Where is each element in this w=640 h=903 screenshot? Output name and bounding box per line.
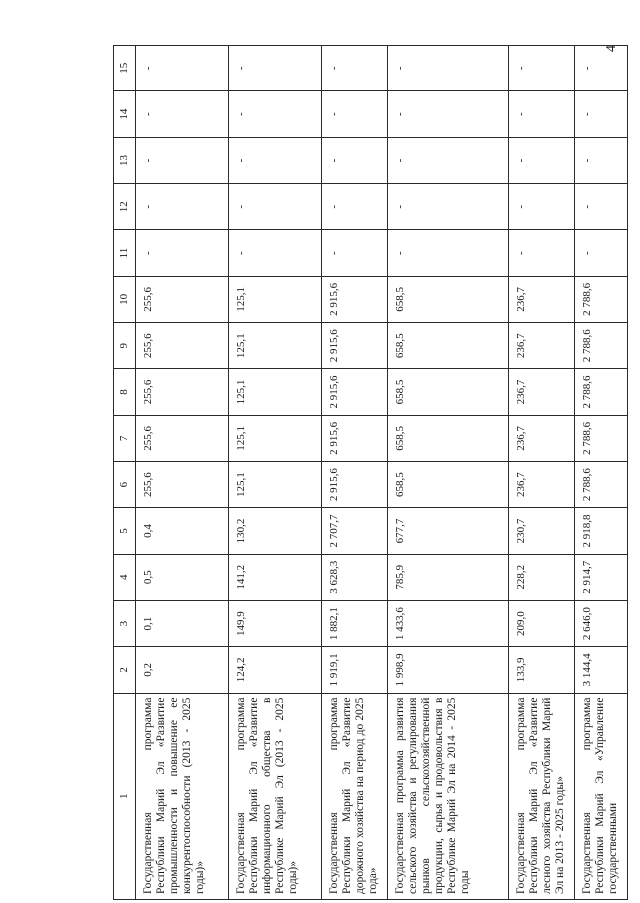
value-cell: - bbox=[229, 184, 322, 230]
value-cell: 133,9 bbox=[509, 647, 575, 693]
value-cell: 255,6 bbox=[136, 462, 229, 508]
value-cell: 2 918,8 bbox=[575, 508, 628, 554]
column-header: 7 bbox=[114, 415, 136, 461]
value-cell: - bbox=[322, 91, 388, 137]
value-cell: 255,6 bbox=[136, 276, 229, 322]
column-header: 11 bbox=[114, 230, 136, 276]
value-cell: 658,5 bbox=[388, 415, 509, 461]
value-cell: 0,1 bbox=[136, 600, 229, 646]
value-cell: - bbox=[575, 137, 628, 183]
program-name-cell: Государственная программа Республики Марий Эл «Развитие дорожного хозяйства на период до 2025 года» bbox=[322, 693, 388, 899]
value-cell: - bbox=[388, 91, 509, 137]
value-cell: 255,6 bbox=[136, 369, 229, 415]
value-cell: - bbox=[388, 46, 509, 92]
program-name-cell: Государственная программа Республики Марий Эл «Развитие информационного общества в Республике Марий Эл (2013 - 2025 годы)» bbox=[229, 693, 322, 899]
value-cell: 0,2 bbox=[136, 647, 229, 693]
value-cell: 125,1 bbox=[229, 323, 322, 369]
page-number: 4 bbox=[604, 45, 619, 52]
table-row bbox=[322, 46, 388, 900]
value-cell: - bbox=[136, 230, 229, 276]
value-cell: - bbox=[322, 137, 388, 183]
program-name-cell: Государственная программа Республики Марий Эл «Развитие промышленности и повышение ее конкурентоспособности (2013 - 2025 годы)» bbox=[136, 693, 229, 899]
value-cell: 658,5 bbox=[388, 276, 509, 322]
value-cell: - bbox=[575, 46, 628, 92]
value-cell: 236,7 bbox=[509, 369, 575, 415]
column-header: 9 bbox=[114, 323, 136, 369]
value-cell: - bbox=[136, 184, 229, 230]
value-cell: 2 915,6 bbox=[322, 415, 388, 461]
value-cell: 236,7 bbox=[509, 323, 575, 369]
column-header: 2 bbox=[114, 647, 136, 693]
value-cell: 255,6 bbox=[136, 415, 229, 461]
table-row bbox=[136, 46, 229, 900]
value-cell: 2 915,6 bbox=[322, 369, 388, 415]
value-cell: 2 707,7 bbox=[322, 508, 388, 554]
column-header: 14 bbox=[114, 91, 136, 137]
column-header: 15 bbox=[114, 46, 136, 92]
header-row bbox=[114, 46, 136, 900]
value-cell: - bbox=[229, 230, 322, 276]
column-header: 4 bbox=[114, 554, 136, 600]
column-header: 5 bbox=[114, 508, 136, 554]
program-funding-table bbox=[113, 45, 628, 900]
value-cell: 255,6 bbox=[136, 323, 229, 369]
value-cell: 2 788,6 bbox=[575, 415, 628, 461]
value-cell: - bbox=[509, 137, 575, 183]
value-cell: 3 628,3 bbox=[322, 554, 388, 600]
value-cell: - bbox=[388, 137, 509, 183]
value-cell: - bbox=[388, 184, 509, 230]
value-cell: 2 788,6 bbox=[575, 369, 628, 415]
value-cell: 0,4 bbox=[136, 508, 229, 554]
value-cell: 125,1 bbox=[229, 415, 322, 461]
value-cell: 2 914,7 bbox=[575, 554, 628, 600]
value-cell: - bbox=[388, 230, 509, 276]
value-cell: - bbox=[229, 91, 322, 137]
value-cell: - bbox=[509, 230, 575, 276]
table-row bbox=[229, 46, 322, 900]
value-cell: 209,0 bbox=[509, 600, 575, 646]
value-cell: - bbox=[322, 184, 388, 230]
value-cell: 2 646,0 bbox=[575, 600, 628, 646]
value-cell: - bbox=[509, 46, 575, 92]
value-cell: - bbox=[575, 91, 628, 137]
column-header: 6 bbox=[114, 462, 136, 508]
value-cell: - bbox=[136, 46, 229, 92]
value-cell: 2 788,6 bbox=[575, 276, 628, 322]
value-cell: 236,7 bbox=[509, 276, 575, 322]
table-row bbox=[509, 46, 575, 900]
value-cell: 236,7 bbox=[509, 415, 575, 461]
value-cell: 2 915,6 bbox=[322, 323, 388, 369]
value-cell: 141,2 bbox=[229, 554, 322, 600]
table-row bbox=[388, 46, 509, 900]
value-cell: 1 882,1 bbox=[322, 600, 388, 646]
value-cell: - bbox=[575, 230, 628, 276]
value-cell: 236,7 bbox=[509, 462, 575, 508]
value-cell: 1 998,9 bbox=[388, 647, 509, 693]
value-cell: 785,9 bbox=[388, 554, 509, 600]
value-cell: - bbox=[509, 91, 575, 137]
program-name-cell: Государственная программа развития сельского хозяйства и регулирования рынков сельскохозяйственной продукции, сырья и продовольствия в Республике Марий Эл на 2014 - 2025 годы bbox=[388, 693, 509, 899]
value-cell: 125,1 bbox=[229, 462, 322, 508]
value-cell: - bbox=[229, 137, 322, 183]
value-cell: 124,2 bbox=[229, 647, 322, 693]
rotated-table-sheet bbox=[113, 45, 619, 900]
value-cell: 1 433,6 bbox=[388, 600, 509, 646]
column-header: 3 bbox=[114, 600, 136, 646]
value-cell: - bbox=[229, 46, 322, 92]
value-cell: 0,5 bbox=[136, 554, 229, 600]
value-cell: - bbox=[575, 184, 628, 230]
value-cell: - bbox=[136, 137, 229, 183]
value-cell: 125,1 bbox=[229, 369, 322, 415]
value-cell: 2 788,6 bbox=[575, 462, 628, 508]
value-cell: 658,5 bbox=[388, 323, 509, 369]
value-cell: 230,7 bbox=[509, 508, 575, 554]
value-cell: - bbox=[136, 91, 229, 137]
column-header: 12 bbox=[114, 184, 136, 230]
column-header: 10 bbox=[114, 276, 136, 322]
value-cell: 658,5 bbox=[388, 462, 509, 508]
value-cell: 3 144,4 bbox=[575, 647, 628, 693]
value-cell: 149,9 bbox=[229, 600, 322, 646]
value-cell: 2 915,6 bbox=[322, 462, 388, 508]
value-cell: 130,2 bbox=[229, 508, 322, 554]
value-cell: 677,7 bbox=[388, 508, 509, 554]
value-cell: - bbox=[322, 46, 388, 92]
table-row bbox=[575, 46, 628, 900]
program-name-cell: Государственная программа Республики Марий Эл «Управление государственными bbox=[575, 693, 628, 899]
value-cell: 1 919,1 bbox=[322, 647, 388, 693]
column-header: 1 bbox=[114, 693, 136, 899]
column-header: 8 bbox=[114, 369, 136, 415]
value-cell: 658,5 bbox=[388, 369, 509, 415]
value-cell: 2 915,6 bbox=[322, 276, 388, 322]
value-cell: - bbox=[322, 230, 388, 276]
program-name-cell: Государственная программа Республики Марий Эл «Развитие лесного хозяйства Республики Марий Эл на 2013 - 2025 годы» bbox=[509, 693, 575, 899]
column-header: 13 bbox=[114, 137, 136, 183]
value-cell: 2 788,6 bbox=[575, 323, 628, 369]
value-cell: - bbox=[509, 184, 575, 230]
value-cell: 125,1 bbox=[229, 276, 322, 322]
value-cell: 228,2 bbox=[509, 554, 575, 600]
